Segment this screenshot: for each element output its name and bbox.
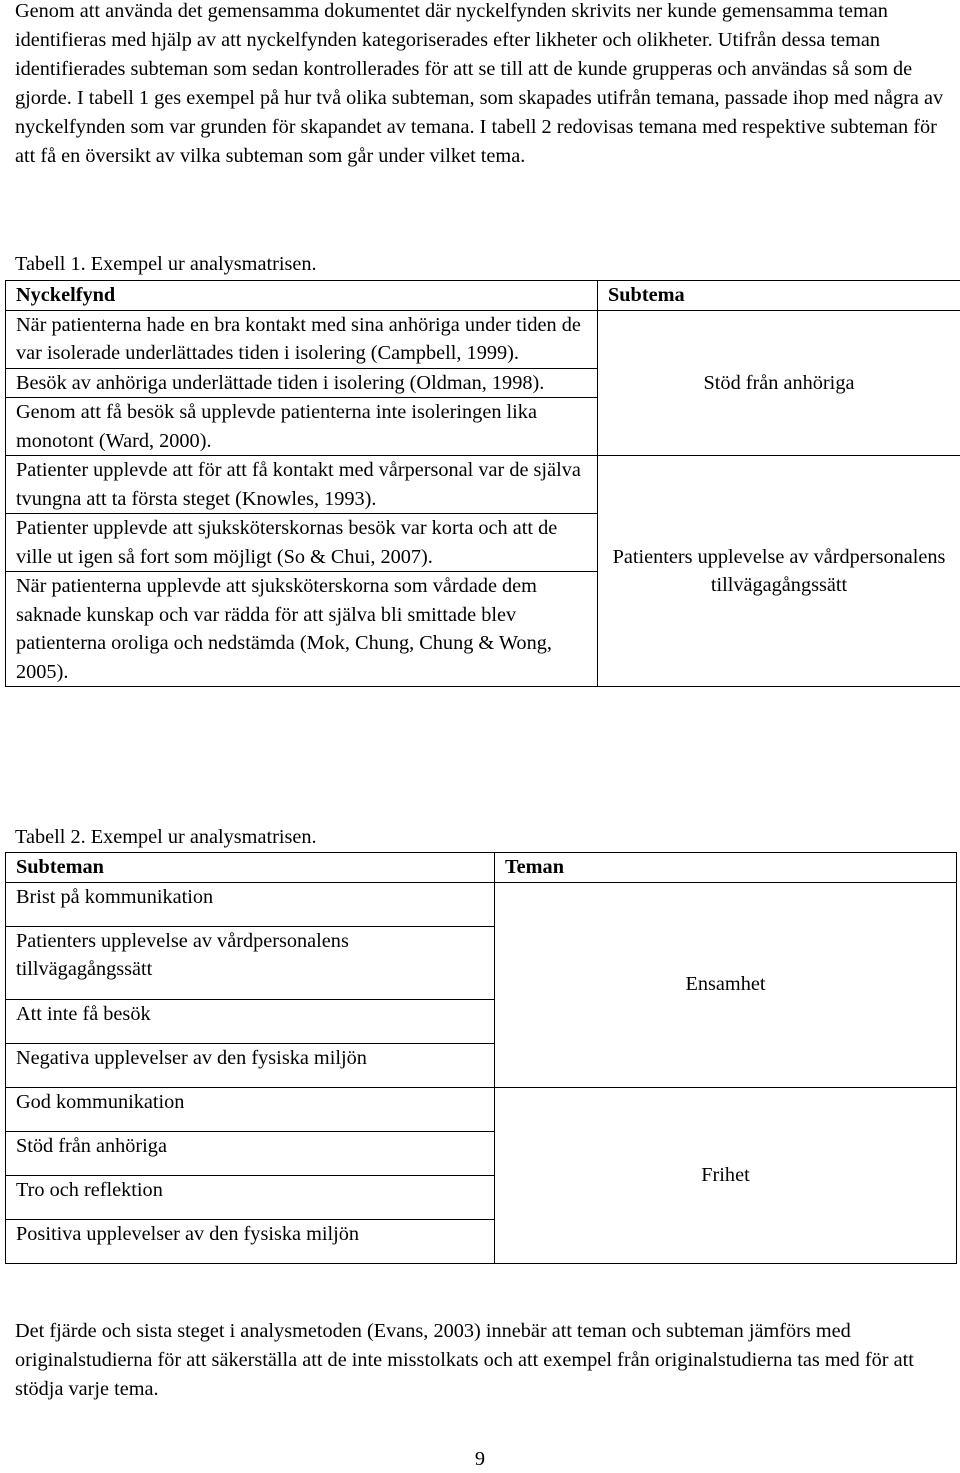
table1-header-nyckelfynd: Nyckelfynd: [6, 281, 598, 311]
table2-subtheme: Tro och reflektion: [6, 1175, 495, 1219]
outro-paragraph: Det fjärde och sista steget i analysmetoden (Evans, 2003) innebär att teman och subteman jämförs med originalstudierna för att säkerställa att de inte misstolkats och att exempel från originalstudierna tas med för att stödja varje tema.: [15, 1317, 950, 1404]
table2-subtheme: Brist på kommunikation: [6, 882, 495, 926]
table2-caption: Tabell 2. Exempel ur analysmatrisen.: [15, 823, 317, 851]
table1-subtheme-cell: Stöd från anhöriga: [598, 310, 960, 456]
table1-finding: Patienter upplevde att sjuksköterskornas besök var korta och att de ville ut igen så fort som möjligt (So & Chui, 2007).: [6, 514, 598, 572]
table1-finding: Patienter upplevde att för att få kontakt med vårpersonal var de själva tvungna att ta första steget (Knowles, 1993).: [6, 456, 598, 514]
table2-header-teman: Teman: [495, 853, 957, 883]
table2-theme-cell: Frihet: [495, 1087, 957, 1263]
table-row: [6, 456, 960, 514]
table1-finding: När patienterna upplevde att sjuksköterskorna som vårdade dem saknade kunskap och var rädda för att själva bli smittade blev patienterna oroliga och nedstämda (Mok, Chung, Chung & Wong, 2005).: [6, 572, 598, 687]
table2-subtheme: Att inte få besök: [6, 999, 495, 1043]
intro-paragraph: Genom att använda det gemensamma dokumentet där nyckelfynden skrivits ner kunde gemensamma teman identifieras med hjälp av att nyckelfynden kategoriserades efter likheter och olikheter. Utifrån dessa teman identifierades subteman som sedan kontrollerades för att se till att de kunde grupperas och användas så som de gjorde. I tabell 1 ges exempel på hur två olika subteman, som skapades utifrån temana, passade ihop med några av nyckelfynden som var grunden för skapandet av temana. I tabell 2 redovisas temana med respektive subteman för att få en översikt av vilka subteman som går under vilket tema.: [15, 0, 950, 171]
table2: [5, 852, 957, 1264]
table2-theme-cell: Ensamhet: [495, 882, 957, 1087]
table2-subtheme: Stöd från anhöriga: [6, 1131, 495, 1175]
table2-subtheme: Positiva upplevelser av den fysiska miljön: [6, 1219, 495, 1263]
page-number: 9: [0, 1445, 960, 1473]
table1-caption: Tabell 1. Exempel ur analysmatrisen.: [15, 250, 317, 278]
table2-subtheme: God kommunikation: [6, 1087, 495, 1131]
table2-subtheme: Patienters upplevelse av vårdpersonalens tillvägagångssätt: [6, 926, 495, 999]
table1-subtheme-cell: Patienters upplevelse av vårdpersonalens tillvägagångssätt: [598, 456, 960, 687]
table1-finding: När patienterna hade en bra kontakt med sina anhöriga under tiden de var isolerade underlättades tiden i isolering (Campbell, 1999).: [6, 310, 598, 368]
table-row: [6, 1087, 957, 1131]
table-row: [6, 882, 957, 926]
table2-header-row: [6, 853, 957, 883]
table-row: [6, 310, 960, 368]
table1-header-subtema: Subtema: [598, 281, 960, 311]
table1-finding: Genom att få besök så upplevde patienterna inte isoleringen lika monotont (Ward, 2000).: [6, 398, 598, 456]
table1-header-row: [6, 281, 960, 311]
table1-finding: Besök av anhöriga underlättade tiden i isolering (Oldman, 1998).: [6, 368, 598, 398]
table2-subtheme: Negativa upplevelser av den fysiska miljön: [6, 1043, 495, 1087]
table1: [5, 280, 960, 687]
table2-header-subteman: Subteman: [6, 853, 495, 883]
